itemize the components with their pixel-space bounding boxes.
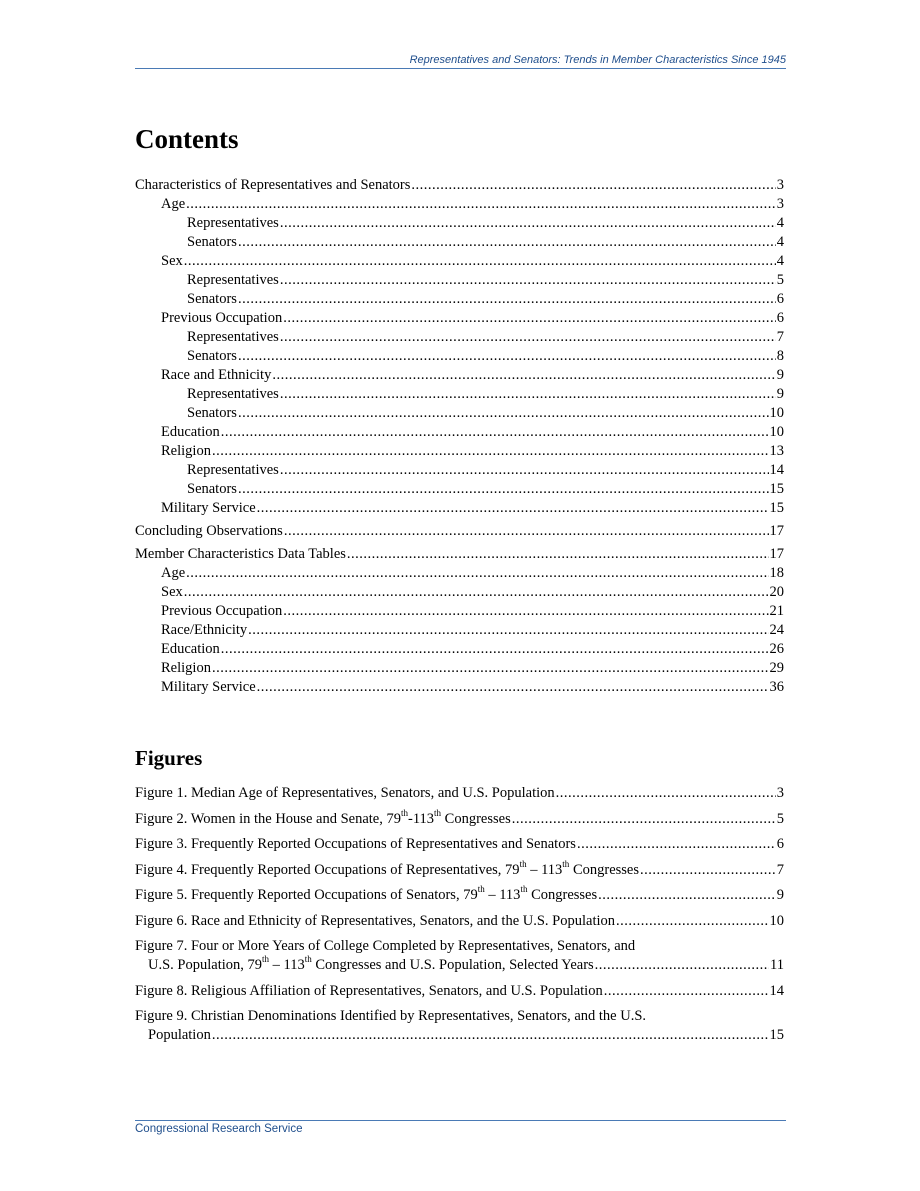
figure-label-text: – 113 [484, 887, 521, 903]
toc-entry-page: 14 [769, 462, 784, 478]
figure-entry-page: 11 [770, 957, 784, 973]
dot-leader [640, 861, 776, 880]
toc-entry[interactable] [135, 461, 784, 480]
toc-entry-page: 18 [769, 565, 784, 581]
toc-entry-page: 15 [769, 500, 784, 516]
dot-leader [186, 564, 768, 583]
figure-entry-line [135, 1007, 784, 1026]
toc-entry-label: Previous Occupation [161, 603, 283, 619]
dot-leader [238, 290, 776, 309]
toc-entry[interactable] [135, 271, 784, 290]
ordinal-suffix: th [304, 954, 312, 965]
dot-leader [411, 176, 775, 195]
toc-entry-label: Religion [161, 443, 211, 459]
toc-entry[interactable] [135, 423, 784, 442]
dot-leader [221, 640, 769, 659]
toc-entry-label: Member Characteristics Data Tables [135, 546, 346, 562]
dot-leader [272, 366, 775, 385]
toc-entry-label: Military Service [161, 500, 256, 516]
figure-label-text: Congresses [569, 861, 639, 878]
ordinal-suffix: th [477, 884, 485, 895]
dot-leader [212, 659, 769, 678]
figure-entry-label [148, 1026, 211, 1045]
dot-leader [248, 621, 768, 640]
figure-entry[interactable] [135, 912, 784, 931]
figure-entry-line [135, 858, 784, 880]
toc-entry-page: 10 [769, 405, 784, 421]
toc-entry-page: 4 [776, 253, 784, 269]
toc-entry-label: Senators [187, 348, 237, 364]
figure-entry-label [135, 858, 639, 880]
toc-entry[interactable] [135, 252, 784, 271]
toc-entry-label: Representatives [187, 272, 279, 288]
toc-entry-label: Senators [187, 481, 237, 497]
figure-entry-line [135, 912, 784, 931]
dot-leader [283, 309, 776, 328]
toc-entry-page: 17 [769, 523, 784, 539]
dot-leader [184, 252, 776, 271]
toc-entry-label: Senators [187, 291, 237, 307]
dot-leader [184, 583, 769, 602]
ordinal-suffix: th [562, 858, 570, 869]
toc-entry[interactable] [135, 602, 784, 621]
toc-entry-label: Race and Ethnicity [161, 367, 272, 383]
toc-entry[interactable] [135, 347, 784, 366]
toc-entry-label: Representatives [187, 329, 279, 345]
figure-label-text: Figure 3. Frequently Reported Occupations of Representatives and Senators [135, 836, 576, 852]
figure-label-text: – 113 [526, 861, 563, 878]
running-header: Representatives and Senators: Trends in Member Characteristics Since 1945 [409, 54, 786, 66]
table-of-contents [135, 176, 784, 697]
figure-label-text: Congresses [441, 810, 511, 827]
toc-entry-page: 6 [776, 310, 784, 326]
header-rule [135, 68, 786, 69]
dot-leader [283, 602, 768, 621]
toc-entry-page: 8 [776, 348, 784, 364]
toc-entry-page: 17 [769, 546, 784, 562]
toc-entry-page: 9 [776, 367, 784, 383]
figure-label-text: Figure 6. Race and Ethnicity of Representatives, Senators, and the U.S. Population [135, 912, 616, 929]
figure-label-text: Figure 5. Frequently Reported Occupations of Senators, 79 [135, 887, 478, 903]
toc-entry-page: 26 [769, 641, 784, 657]
toc-entry[interactable] [135, 366, 784, 385]
toc-entry-label: Education [161, 641, 220, 657]
toc-entry[interactable] [135, 545, 784, 564]
dot-leader [212, 442, 769, 461]
toc-entry[interactable] [135, 328, 784, 347]
dot-leader [221, 423, 769, 442]
toc-entry[interactable] [135, 176, 784, 195]
figure-entry-page: 6 [776, 836, 784, 852]
toc-entry-page: 24 [769, 622, 784, 638]
ordinal-suffix: th [262, 954, 270, 965]
toc-entry-label: Representatives [187, 215, 279, 231]
figure-entry-page: 3 [776, 785, 784, 801]
toc-entry-label: Race/Ethnicity [161, 622, 248, 638]
dot-leader [595, 956, 769, 975]
figure-entry[interactable] [135, 858, 784, 880]
toc-entry-label: Age [161, 196, 186, 212]
toc-entry-label: Representatives [187, 386, 279, 402]
toc-entry[interactable] [135, 583, 784, 602]
dot-leader [280, 461, 769, 480]
toc-entry[interactable] [135, 659, 784, 678]
list-of-figures [135, 784, 784, 1052]
toc-entry-page: 3 [776, 177, 784, 193]
dot-leader [212, 1026, 769, 1045]
ordinal-suffix: th [434, 807, 442, 818]
toc-entry[interactable] [135, 564, 784, 583]
toc-entry-page: 4 [776, 234, 784, 250]
figure-entry-line [135, 835, 784, 854]
dot-leader [598, 886, 776, 905]
figure-entry-line [135, 1026, 784, 1045]
dot-leader [238, 404, 769, 423]
dot-leader [280, 328, 776, 347]
figure-label-text: Figure 7. Four or More Years of College Completed by Representatives, Senators, and [135, 938, 636, 954]
toc-entry-page: 13 [769, 443, 784, 459]
figure-entry[interactable] [135, 982, 784, 1001]
figure-label-text: Figure 9. Christian Denominations Identified by Representatives, Senators, and the U.S. [135, 1008, 647, 1024]
figure-entry-line [135, 982, 784, 1001]
toc-entry-page: 3 [776, 196, 784, 212]
figure-label-text: -113 [407, 810, 435, 827]
figure-entry-line [135, 807, 784, 829]
footer-rule [135, 1120, 786, 1121]
footer-text: Congressional Research Service [135, 1123, 303, 1135]
figure-entry-page: 14 [769, 982, 784, 999]
figure-entry-label [135, 982, 603, 1001]
figure-entry[interactable] [135, 1007, 784, 1045]
figure-entry-page: 5 [776, 810, 784, 827]
figure-label-text: U.S. Population, 79 [148, 957, 262, 973]
figure-label-text: Population [148, 1027, 211, 1043]
toc-entry[interactable] [135, 214, 784, 233]
figure-entry-label [135, 937, 635, 956]
dot-leader [347, 545, 769, 564]
figure-entry-page: 15 [769, 1027, 784, 1043]
contents-title: Contents [135, 124, 239, 154]
figure-entry-label [135, 912, 615, 931]
figure-entry[interactable] [135, 937, 784, 975]
ordinal-suffix: th [519, 858, 527, 869]
toc-entry[interactable] [135, 290, 784, 309]
figure-entry-label [135, 886, 597, 905]
toc-entry-label: Senators [187, 234, 237, 250]
ordinal-suffix: th [400, 807, 408, 818]
toc-entry[interactable] [135, 678, 784, 697]
dot-leader [616, 912, 768, 931]
figure-entry-line [135, 956, 784, 975]
toc-entry-label: Sex [161, 253, 183, 269]
dot-leader [257, 678, 769, 697]
figure-label-text: Figure 4. Frequently Reported Occupations of Representatives, 79 [135, 861, 520, 878]
toc-entry[interactable] [135, 404, 784, 423]
figure-entry-line [135, 784, 784, 803]
toc-entry-label: Education [161, 424, 220, 440]
figure-entry-label [135, 835, 576, 854]
figures-title: Figures [135, 746, 203, 770]
toc-entry-page: 4 [776, 215, 784, 231]
toc-entry-label: Concluding Observations [135, 523, 283, 539]
toc-entry[interactable] [135, 442, 784, 461]
toc-entry-label: Age [161, 565, 186, 581]
toc-entry-page: 5 [776, 272, 784, 288]
dot-leader [238, 233, 776, 252]
figure-entry-line [135, 937, 784, 956]
toc-entry-label: Military Service [161, 679, 256, 695]
figure-label-text: Figure 2. Women in the House and Senate, 79 [135, 810, 401, 827]
figure-entry[interactable] [135, 886, 784, 905]
toc-entry-page: 9 [776, 386, 784, 402]
toc-entry-page: 6 [776, 291, 784, 307]
dot-leader [512, 810, 776, 829]
toc-entry-page: 10 [769, 424, 784, 440]
toc-entry-label: Representatives [187, 462, 279, 478]
figure-label-text: Figure 1. Median Age of Representatives, Senators, and U.S. Population [135, 785, 555, 801]
figure-entry-label [135, 807, 511, 829]
figure-entry[interactable] [135, 784, 784, 803]
figure-label-text: Congresses [527, 887, 598, 903]
toc-entry[interactable] [135, 233, 784, 252]
toc-entry-label: Sex [161, 584, 183, 600]
dot-leader [257, 499, 769, 518]
dot-leader [238, 347, 776, 366]
toc-entry-label: Previous Occupation [161, 310, 283, 326]
toc-entry[interactable] [135, 640, 784, 659]
dot-leader [280, 271, 776, 290]
toc-entry-label: Religion [161, 660, 211, 676]
toc-entry-page: 36 [769, 679, 784, 695]
toc-entry-page: 29 [769, 660, 784, 676]
dot-leader [280, 214, 776, 233]
toc-entry[interactable] [135, 621, 784, 640]
figure-entry-label [148, 956, 594, 975]
figure-entry-page: 10 [769, 912, 784, 929]
toc-entry[interactable] [135, 480, 784, 499]
figure-entry-line [135, 886, 784, 905]
ordinal-suffix: th [520, 884, 528, 895]
figure-label-text: Figure 8. Religious Affiliation of Representatives, Senators, and U.S. Population [135, 982, 603, 999]
dot-leader [577, 835, 776, 854]
figure-entry-page: 9 [776, 887, 784, 903]
toc-entry[interactable] [135, 499, 784, 518]
dot-leader [556, 784, 776, 803]
dot-leader [186, 195, 776, 214]
toc-entry[interactable] [135, 385, 784, 404]
toc-entry-page: 15 [769, 481, 784, 497]
figure-label-text: Congresses and U.S. Population, Selected Years [311, 957, 594, 973]
dot-leader [284, 522, 769, 541]
toc-entry[interactable] [135, 522, 784, 541]
toc-entry[interactable] [135, 309, 784, 328]
dot-leader [280, 385, 776, 404]
figure-entry-label [135, 1007, 646, 1026]
toc-entry-page: 20 [769, 584, 784, 600]
figure-entry-page: 7 [776, 861, 784, 878]
figure-entry[interactable] [135, 835, 784, 854]
figure-entry-label [135, 784, 555, 803]
dot-leader [604, 982, 769, 1001]
toc-entry-page: 7 [776, 329, 784, 345]
dot-leader [238, 480, 769, 499]
toc-entry-label: Characteristics of Representatives and Senators [135, 177, 411, 193]
figure-label-text: – 113 [269, 957, 305, 973]
toc-entry-page: 21 [769, 603, 784, 619]
toc-entry-label: Senators [187, 405, 237, 421]
toc-entry[interactable] [135, 195, 784, 214]
figure-entry[interactable] [135, 807, 784, 829]
